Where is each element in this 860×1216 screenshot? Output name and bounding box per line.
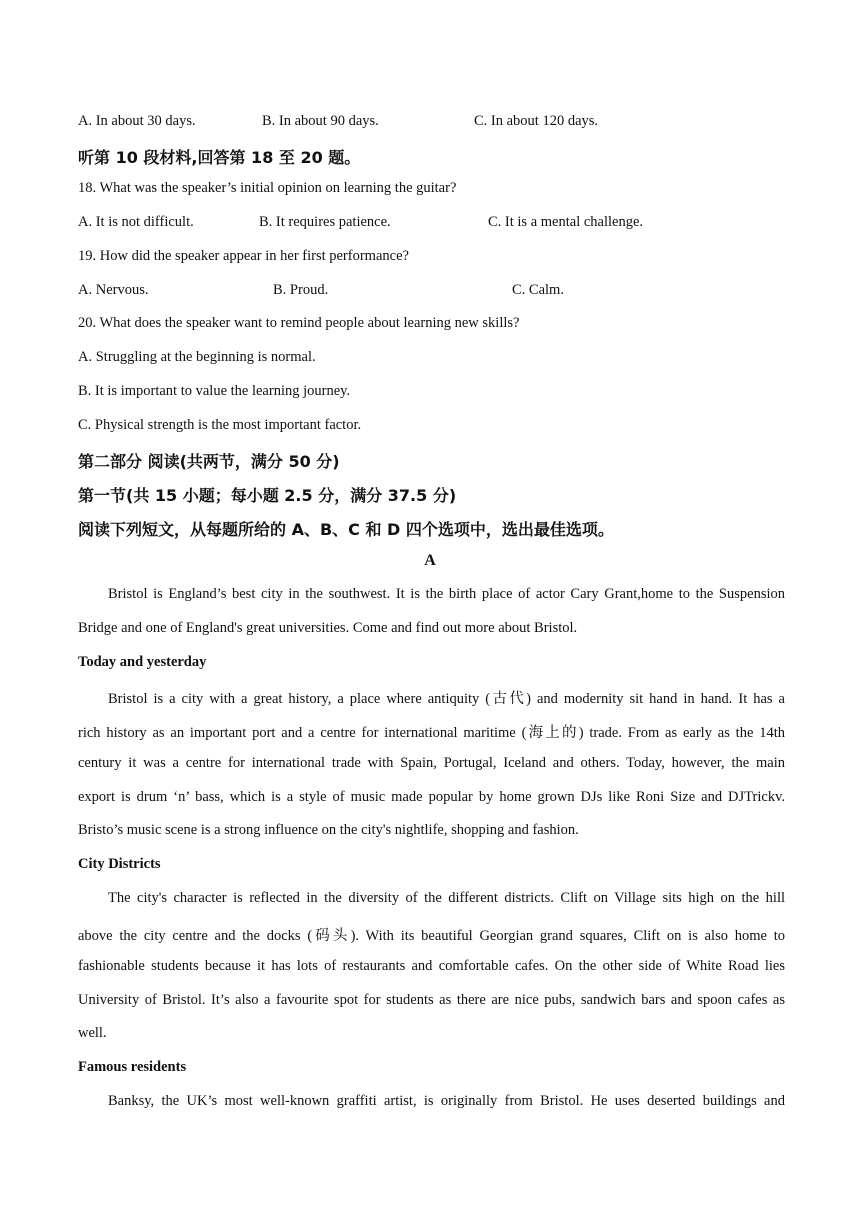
districts-line: above the city centre and the docks (码头). With its beautiful Georgian grand squares, Clift on is also home to	[78, 928, 785, 944]
districts-line: The city's character is reflected in the diversity of the different districts. Clift on Village sits high on the hill	[108, 890, 785, 906]
residents-heading: Famous residents	[78, 1059, 187, 1075]
today-line: export is drum ‘n’ bass, which is a style of music made popular by home grown DJs like Roni Size and DJTrickv.	[78, 789, 785, 805]
q19-question: 19. How did the speaker appear in her first performance?	[78, 248, 409, 264]
q19-option-c: C. Calm.	[512, 282, 564, 298]
intro-line: Bridge and one of England's great universities. Come and find out more about Bristol.	[78, 620, 578, 636]
q17-option-a: A. In about 30 days.	[78, 113, 196, 129]
q17-option-c: C. In about 120 days.	[474, 113, 599, 129]
today-line: Bristo’s music scene is a strong influence on the city's nightlife, shopping and fashion.	[78, 822, 579, 838]
q18-question: 18. What was the speaker’s initial opinion on learning the guitar?	[78, 180, 457, 196]
q19-option-a: A. Nervous.	[78, 282, 149, 298]
q20-question: 20. What does the speaker want to remind people about learning new skills?	[78, 315, 520, 331]
section10-heading: 听第 10 段材料,回答第 18 至 20 题。	[78, 148, 361, 167]
today-heading: Today and yesterday	[78, 654, 207, 670]
section1-heading: 第一节(共 15 小题；每小题 2.5 分，满分 37.5 分)	[78, 486, 457, 505]
today-line: century it was a centre for international trade with Spain, Portugal, Iceland and others. Today, however, the main	[78, 755, 785, 771]
q18-option-a: A. It is not difficult.	[78, 214, 194, 230]
districts-heading: City Districts	[78, 856, 161, 872]
districts-line: University of Bristol. It’s also a favourite spot for students as there are nice pubs, sandwich bars and spoon cafes as	[78, 992, 785, 1008]
q18-option-b: B. It requires patience.	[259, 214, 391, 230]
intro-line: Bristol is England’s best city in the southwest. It is the birth place of actor Cary Grant,home to the Suspension	[108, 586, 785, 602]
part2-heading: 第二部分 阅读(共两节，满分 50 分)	[78, 452, 340, 471]
passage-letter: A	[424, 552, 436, 569]
q18-option-c: C. It is a mental challenge.	[488, 214, 644, 230]
q20-option-c: C. Physical strength is the most important factor.	[78, 417, 362, 433]
districts-line: fashionable students because it has lots of restaurants and comfortable cafes. On the other side of White Road lies	[78, 958, 785, 974]
today-line: rich history as an important port and a centre for international maritime (海上的) trade. From as early as the 14th	[78, 725, 785, 741]
q17-option-b: B. In about 90 days.	[262, 113, 379, 129]
q20-option-a: A. Struggling at the beginning is normal.	[78, 349, 316, 365]
residents-line: Banksy, the UK’s most well-known graffiti artist, is originally from Bristol. He uses deserted buildings and	[108, 1093, 785, 1109]
today-line: Bristol is a city with a great history, a place where antiquity (古代) and modernity sit hand in hand. It has a	[108, 691, 785, 707]
q19-option-b: B. Proud.	[273, 282, 329, 298]
q20-option-b: B. It is important to value the learning journey.	[78, 383, 351, 399]
districts-line: well.	[78, 1025, 107, 1041]
instructions: 阅读下列短文，从每题所给的 A、B、C 和 D 四个选项中，选出最佳选项。	[78, 520, 614, 539]
